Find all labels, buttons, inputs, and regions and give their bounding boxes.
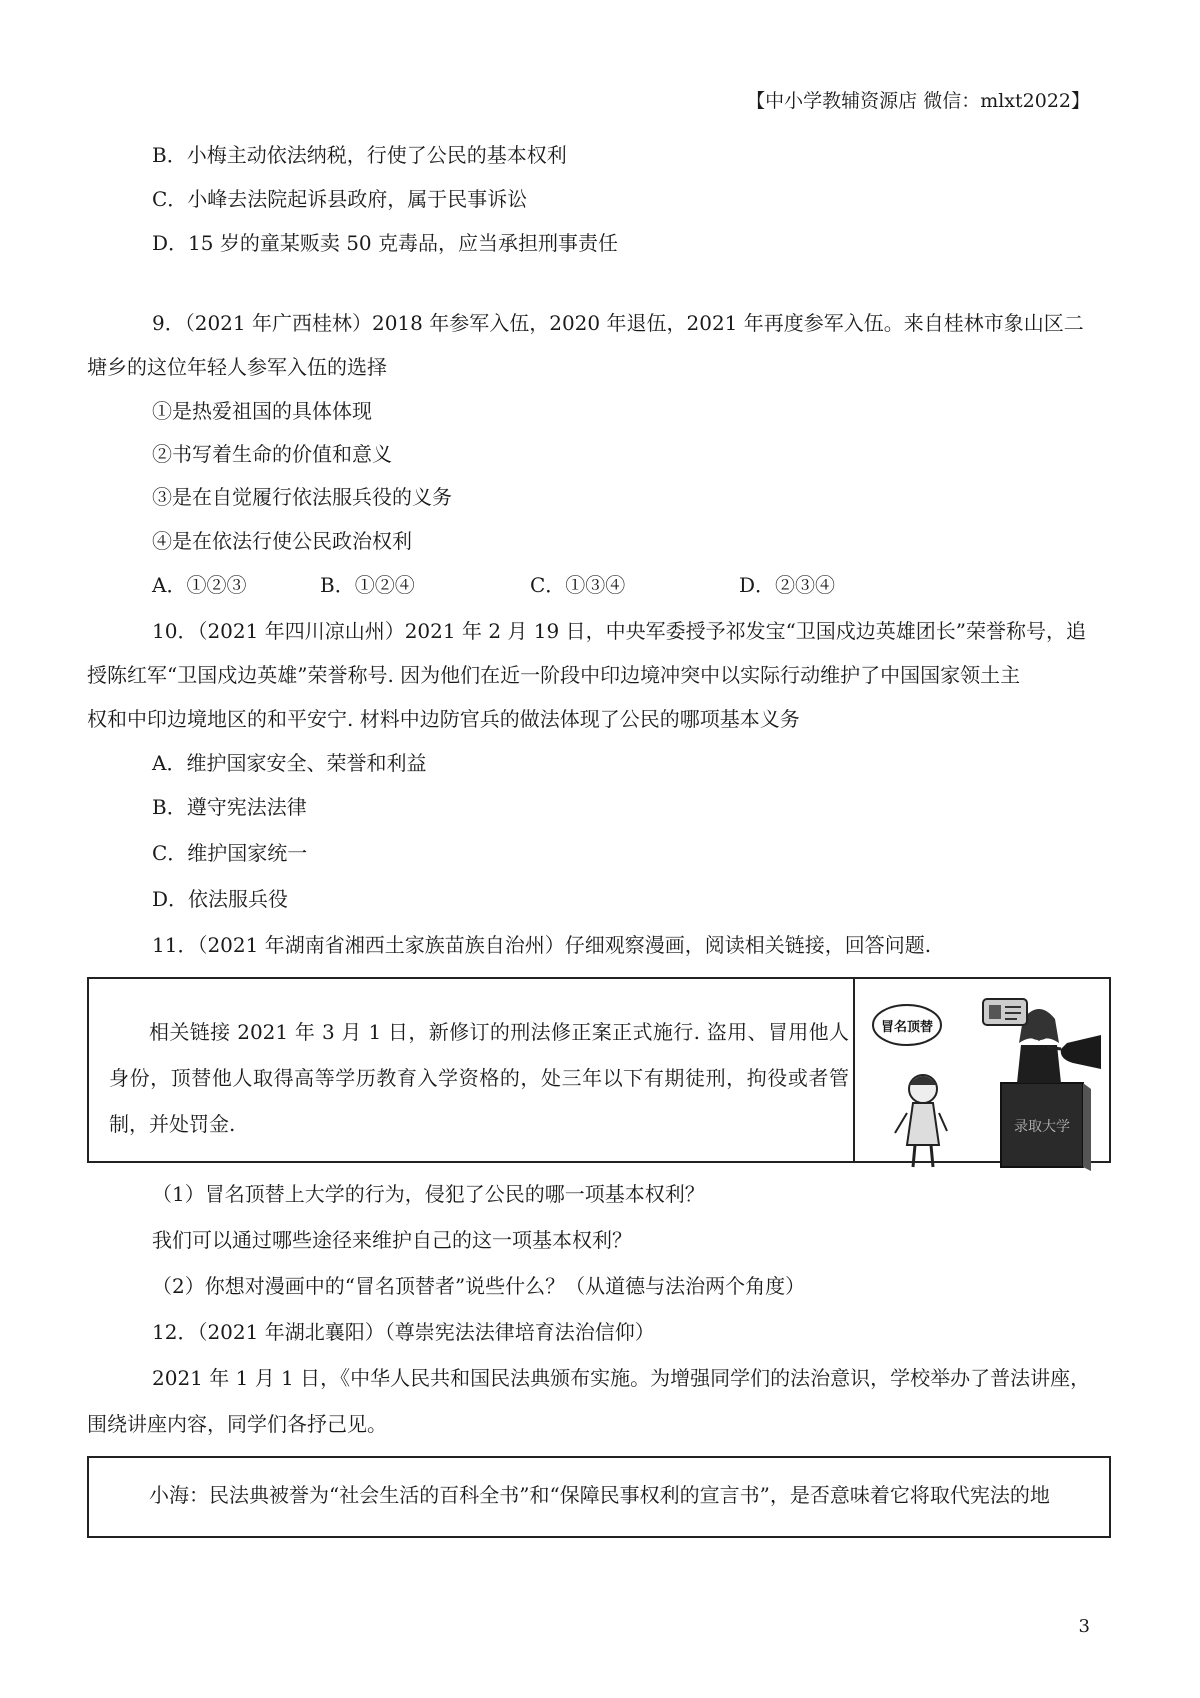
impersonation-cartoon bbox=[861, 985, 1105, 1171]
q11-material-box bbox=[87, 977, 1111, 1163]
q8-option-d: D．15 岁的童某贩卖 50 克毒品，应当承担刑事责任 bbox=[152, 231, 619, 255]
q10-stem-line2: 授陈红军“卫国戍边英雄”荣誉称号. 因为他们在近一阶段中印边境冲突中以实际行动维护了中国国家领土主 bbox=[87, 663, 1021, 687]
q11-sub1-line1: （1）冒名顶替上大学的行为，侵犯了公民的哪一项基本权利？ bbox=[152, 1182, 705, 1206]
q12-stem: 12．（2021 年湖北襄阳）（尊崇宪法法律培育法治信仰） bbox=[152, 1320, 655, 1344]
q9-stem-line1: 9．（2021 年广西桂林）2018 年参军入伍，2020 年退伍，2021 年再度参军入伍。来自桂林市象山区二 bbox=[152, 311, 1084, 335]
q12-paragraph-line2: 围绕讲座内容，同学们各抒己见。 bbox=[87, 1412, 387, 1436]
page-number: 3 bbox=[1078, 1616, 1090, 1637]
q8-option-c: C．小峰去法院起诉县政府，属于民事诉讼 bbox=[152, 187, 528, 211]
q9-item-1: ①是热爱祖国的具体体现 bbox=[152, 399, 372, 423]
q10-stem-line1: 10．（2021 年四川凉山州）2021 年 2 月 19 日，中央军委授予祁发宝“卫国戍边英雄团长”荣誉称号，追 bbox=[152, 619, 1087, 643]
q9-option-c: C．①③④ bbox=[530, 573, 626, 597]
page-header: 【中小学教辅资源店 微信：mlxt2022】 bbox=[746, 90, 1090, 112]
q10-stem-line3: 权和中印边境地区的和平安宁. 材料中边防官兵的做法体现了公民的哪项基本义务 bbox=[87, 707, 800, 731]
q9-item-2: ②书写着生命的价值和意义 bbox=[152, 442, 392, 466]
q11-sub2: （2）你想对漫画中的“冒名顶替者”说些什么？（从道德与法治两个角度） bbox=[152, 1274, 806, 1298]
q11-related-link-text: 相关链接 2021 年 3 月 1 日，新修订的刑法修正案正式施行. 盗用、冒用他人身份，顶替他人取得高等学历教育入学资格的，处三年以下有期徒刑，拘役或者管制，并处罚金. bbox=[109, 1020, 849, 1136]
q12-discussion-box bbox=[87, 1456, 1111, 1538]
q9-item-4: ④是在依法行使公民政治权利 bbox=[152, 529, 412, 553]
q10-option-c: C．维护国家统一 bbox=[152, 841, 308, 865]
q12-paragraph-line1: 2021 年 1 月 1 日，《中华人民共和国民法典颁布实施。为增强同学们的法治意识，学校举办了普法讲座， bbox=[152, 1366, 1091, 1390]
q9-option-a: A．①②③ bbox=[152, 573, 247, 597]
q9-stem-line2: 塘乡的这位年轻人参军入伍的选择 bbox=[87, 355, 387, 379]
q8-option-b: B．小梅主动依法纳税，行使了公民的基本权利 bbox=[152, 143, 567, 167]
q10-option-b: B．遵守宪法法律 bbox=[152, 795, 307, 819]
cartoon-book-text: 录取大学 bbox=[1014, 1119, 1070, 1135]
cartoon-bubble-text: 冒名顶替 bbox=[880, 1020, 934, 1035]
q11-stem: 11．（2021 年湖南省湘西土家族苗族自治州）仔细观察漫画，阅读相关链接，回答问题. bbox=[152, 933, 932, 957]
q9-option-b: B．①②④ bbox=[320, 573, 415, 597]
q9-item-3: ③是在自觉履行依法服兵役的义务 bbox=[152, 485, 452, 509]
q12-box-text: 小海：民法典被誉为“社会生活的百科全书”和“保障民事权利的宣言书”，是否意味着它将取代宪法的地 bbox=[149, 1483, 1050, 1507]
q10-option-a: A．维护国家安全、荣誉和利益 bbox=[152, 751, 427, 775]
q10-option-d: D．依法服兵役 bbox=[152, 887, 289, 911]
q11-sub1-line2: 我们可以通过哪些途径来维护自己的这一项基本权利？ bbox=[152, 1228, 632, 1252]
q9-option-d: D．②③④ bbox=[739, 573, 836, 597]
box-divider bbox=[853, 979, 855, 1161]
